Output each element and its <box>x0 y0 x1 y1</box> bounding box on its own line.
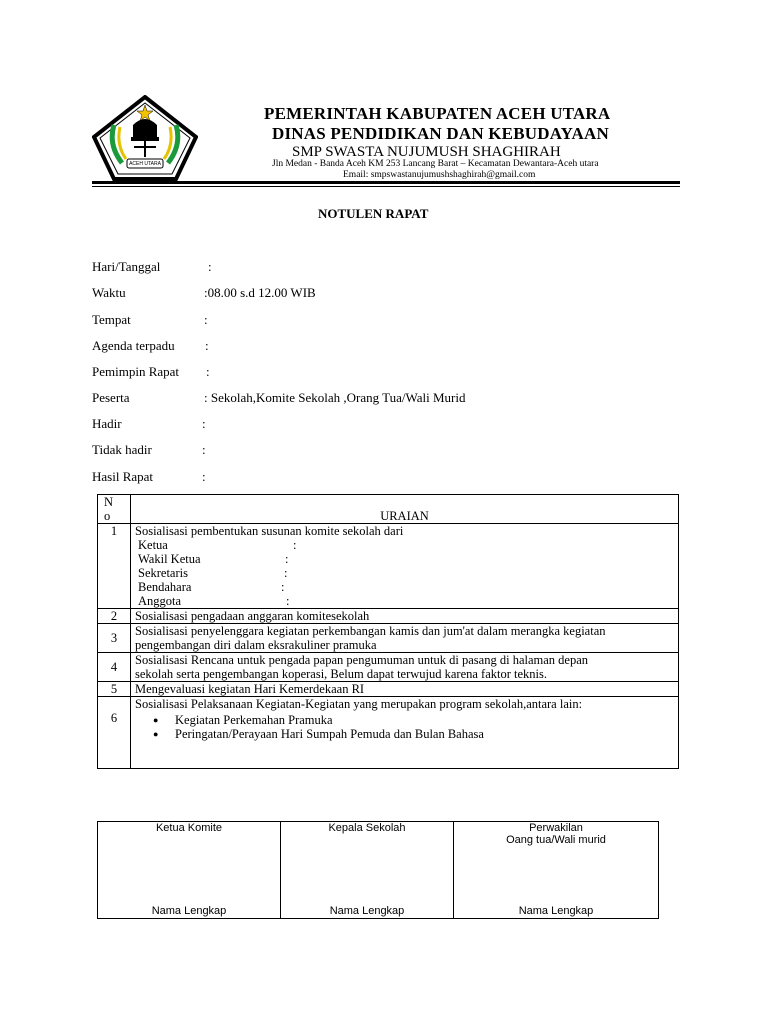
sub-item: Sekretaris : <box>138 566 288 580</box>
row-number: 2 <box>98 609 131 624</box>
document-title: NOTULEN RAPAT <box>318 206 429 221</box>
header-uraian: URAIAN <box>131 495 679 524</box>
field-label: Peserta <box>92 390 130 405</box>
school-name: SMP SWASTA NUJUMUSH SHAGHIRAH <box>292 144 561 160</box>
field-value: : <box>202 416 206 431</box>
field-label: Tempat <box>92 312 131 327</box>
field-value: : <box>202 442 206 457</box>
signature-ketua-komite <box>98 822 281 919</box>
table-row <box>98 524 679 609</box>
signature-role-line2: Oang tua/Wali murid <box>506 834 606 846</box>
field-value: : <box>205 338 209 353</box>
signature-role: Ketua Komite <box>155 822 223 834</box>
header-no: N o <box>98 495 131 524</box>
field-value: :08.00 s.d 12.00 WIB <box>204 285 316 300</box>
logo-text: ACEH UTARA <box>129 161 161 167</box>
signature-table <box>97 821 659 919</box>
row-description-cont: pengembangan diri dalam eksrakuliner pramuka <box>135 638 377 652</box>
row-number: 3 <box>98 624 131 653</box>
field-value: : <box>208 259 212 274</box>
field-value: : Sekolah,Komite Sekolah ,Orang Tua/Wali Murid <box>204 390 466 405</box>
signature-role: Kepala Sekolah <box>328 822 406 834</box>
school-logo <box>92 95 198 181</box>
field-label: Hadir <box>92 416 122 431</box>
row-description: Sosialisasi pengadaan anggaran komitesekolah <box>131 609 679 624</box>
field-label: Hasil Rapat <box>92 469 154 484</box>
bullet-list <box>153 713 674 741</box>
field-value: : <box>204 312 208 327</box>
signature-name: Nama Lengkap <box>518 905 594 917</box>
row-description: Sosialisasi pembentukan susunan komite sekolah dari <box>135 524 404 538</box>
letterhead-line2: DINAS PENDIDIKAN DAN KEBUDAYAAN <box>272 124 609 143</box>
row-text <box>131 653 679 682</box>
sub-item: Ketua : <box>138 538 297 552</box>
sub-item: Bendahara : <box>138 580 285 594</box>
school-address: Jln Medan - Banda Aceh KM 253 Lancang Barat – Kecamatan Dewantara-Aceh utara <box>272 159 599 169</box>
table-row <box>98 697 679 769</box>
signature-kepala-sekolah <box>281 822 454 919</box>
table-row <box>98 682 679 697</box>
field-value: : <box>206 364 210 379</box>
row-description: Mengevaluasi kegiatan Hari Kemerdekaan RI <box>131 682 679 697</box>
row-description-cont: sekolah serta pengembangan koperasi, Belum dapat terwujud karena faktor teknis. <box>135 667 548 681</box>
row-number: 6 <box>98 697 131 769</box>
row-number: 5 <box>98 682 131 697</box>
field-label: Waktu <box>92 285 126 300</box>
row-description: Sosialisasi Pelaksanaan Kegiatan-Kegiatan yang merupakan program sekolah,antara lain: <box>135 697 583 711</box>
signature-name: Nama Lengkap <box>151 905 227 917</box>
sub-item: Anggota : <box>138 594 290 608</box>
row-number: 4 <box>98 653 131 682</box>
row-description: Sosialisasi Rencana untuk pengada papan pengumuman untuk di pasang di halaman depan <box>135 653 589 667</box>
row-text <box>131 524 679 609</box>
table-header-row <box>98 495 679 524</box>
row-number: 1 <box>98 524 131 609</box>
bullet-item: ● Peringatan/Perayaan Hari Sumpah Pemuda dan Bulan Bahasa <box>153 727 674 741</box>
field-label: Pemimpin Rapat <box>92 364 180 379</box>
field-label: Hari/Tanggal <box>92 259 161 274</box>
signature-role: Perwakilan <box>529 822 583 834</box>
letterhead-rule-thick <box>92 181 680 184</box>
field-label: Agenda terpadu <box>92 338 175 353</box>
letterhead-rule-thin <box>92 186 680 187</box>
letterhead-line1: PEMERINTAH KABUPATEN ACEH UTARA <box>264 104 611 123</box>
field-label: Tidak hadir <box>92 442 152 457</box>
table-row <box>98 609 679 624</box>
field-value: : <box>202 469 206 484</box>
signature-name: Nama Lengkap <box>329 905 405 917</box>
row-text <box>131 624 679 653</box>
table-row <box>98 653 679 682</box>
school-email: Email: smpswastanujumushshaghirah@gmail.com <box>343 170 536 180</box>
signature-perwakilan <box>454 822 659 919</box>
sub-item: Wakil Ketua : <box>138 552 289 566</box>
row-description: Sosialisasi penyelenggara kegiatan perkembangan kamis dan jum'at dalam merangka kegiatan <box>135 624 606 638</box>
minutes-table <box>97 494 679 769</box>
bullet-item: ● Kegiatan Perkemahan Pramuka <box>153 713 674 727</box>
row-text <box>131 697 679 769</box>
table-row <box>98 624 679 653</box>
